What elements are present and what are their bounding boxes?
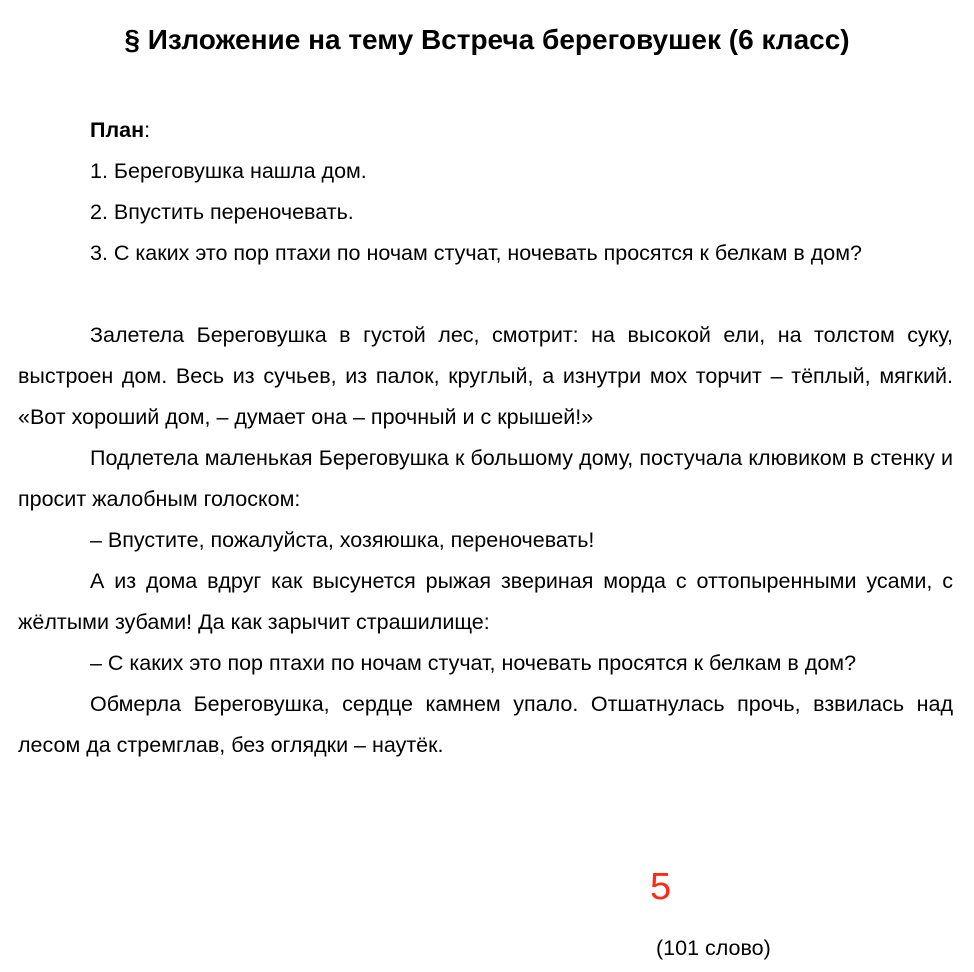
story-paragraph: – Впустите, пожалуйста, хозяюшка, переночевать! — [90, 528, 595, 552]
grade-mark: 5 — [650, 866, 672, 908]
word-count: (101 слово) — [656, 936, 771, 960]
plan-label: План — [90, 118, 145, 142]
document-body — [18, 110, 953, 766]
plan-item: 3. С каких это пор птахи по ночам стучат, ночевать просятся к белкам в дом? — [90, 241, 863, 265]
plan-heading — [18, 110, 953, 151]
plan-colon: : — [144, 118, 151, 142]
page-title: § Изложение на тему Встреча береговушек (6 класс) — [124, 24, 850, 55]
story-paragraph: Подлетела маленькая Береговушка к большому дому, постучала клювиком в стенку и просит жалобным голоском: — [18, 446, 953, 511]
story-paragraph: – С каких это пор птахи по ночам стучат, ночевать просятся к белкам в дом? — [90, 651, 857, 675]
section-spacer — [18, 274, 953, 315]
plan-item: 2. Впустить переночевать. — [90, 200, 354, 224]
story-paragraph: Обмерла Береговушка, сердце камнем упало. Отшатнулась прочь, взвилась над лесом да стремглав, без оглядки – наутёк. — [18, 692, 953, 757]
plan-item: 1. Береговушка нашла дом. — [90, 159, 367, 183]
story-paragraph: А из дома вдруг как высунется рыжая звериная морда с оттопыренными усами, с жёлтыми зубами! Да как зарычит страшилище: — [18, 569, 953, 634]
story-paragraph: Залетела Береговушка в густой лес, смотрит: на высокой ели, на толстом суку, выстроен дом. Весь из сучьев, из палок, круглый, а изнутри мох торчит – тёплый, мягкий. «Вот хороший дом, – думает она – прочный и с крышей!» — [18, 323, 953, 429]
